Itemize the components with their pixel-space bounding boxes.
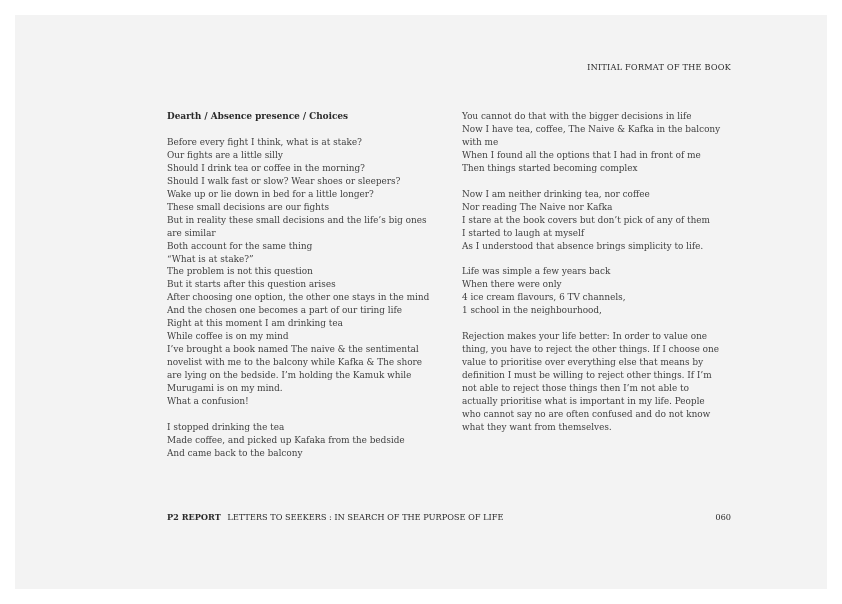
text-line: After choosing one option, the other one stays in the mind — [167, 293, 430, 304]
text-line: definition I must be willing to reject other things. If I’m — [462, 371, 712, 382]
text-line: I’ve brought a book named The naive & the sentimental — [167, 345, 419, 356]
text-line: When there were only — [462, 280, 562, 291]
text-line: I started to laugh at myself — [462, 228, 585, 239]
text-line: Now I have tea, coffee, The Naive & Kafka in the balcony — [462, 124, 721, 135]
running-header: INITIAL FORMAT OF THE BOOK — [587, 62, 731, 72]
left-column-body — [167, 137, 447, 461]
text-line: novelist with me to the balcony while Kafka & The shore — [167, 358, 423, 369]
text-line: Both account for the same thing — [167, 241, 313, 252]
text-line: I stare at the book covers but don’t pick of any of them — [462, 215, 710, 226]
text-line: As I understood that absence brings simplicity to life. — [462, 241, 704, 252]
stanza — [462, 331, 719, 435]
text-line: with me — [462, 137, 499, 148]
stanza-gap — [462, 176, 712, 189]
left-column — [167, 111, 447, 461]
text-line: The problem is not this question — [167, 267, 313, 278]
text-line: Before every fight I think, what is at stake? — [167, 137, 362, 148]
text-line: These small decisions are our fights — [167, 202, 330, 213]
text-line: Nor reading The Naive nor Kafka — [462, 202, 613, 213]
text-line: Should I walk fast or slow? Wear shoes or sleepers? — [167, 176, 401, 187]
text-line: Wake up or lie down in bed for a little longer? — [167, 189, 374, 200]
stanza — [462, 266, 712, 318]
text-line: What a confusion! — [167, 397, 249, 408]
text-line: Life was simple a few years back — [462, 267, 611, 278]
stanza-gap — [167, 409, 447, 422]
text-line: Murugami is on my mind. — [167, 384, 283, 395]
text-line: And came back to the balcony — [167, 448, 303, 459]
text-line: value to prioritise over everything else that means by — [462, 358, 704, 369]
stanza — [462, 111, 721, 176]
right-column — [462, 111, 721, 435]
text-line: “What is at stake?” — [167, 254, 254, 265]
text-line: But it starts after this question arises — [167, 280, 336, 291]
text-line: Should I drink tea or coffee in the morning? — [167, 163, 365, 174]
stanza — [462, 189, 712, 254]
text-line: are similar — [167, 228, 216, 239]
text-line: But in reality these small decisions and the life’s big ones — [167, 215, 427, 226]
text-line: are lying on the bedside. I’m holding the Kamuk while — [167, 371, 412, 382]
text-line: what they want from themselves. — [462, 422, 612, 433]
footer-label: P2 REPORT — [167, 512, 221, 522]
text-line: When I found all the options that I had in front of me — [462, 150, 701, 161]
text-line: thing, you have to reject the other things. If I choose one — [462, 345, 719, 356]
text-line: I stopped drinking the tea — [167, 422, 285, 433]
text-line: 4 ice cream flavours, 6 TV channels, — [462, 293, 626, 304]
stanza — [167, 137, 447, 409]
text-line: Our fights are a little silly — [167, 150, 283, 161]
text-line: Rejection makes your life better: In order to value one — [462, 332, 708, 343]
text-line: Then things started becoming complex — [462, 163, 638, 174]
text-line: You cannot do that with the bigger decisions in life — [462, 112, 692, 122]
text-line: who cannot say no are often confused and do not know — [462, 409, 711, 420]
footer — [167, 512, 503, 522]
page-number: 060 — [715, 512, 731, 522]
text-line: 1 school in the neighbourhood, — [462, 306, 602, 317]
right-column-body — [462, 111, 721, 435]
stanza — [167, 422, 447, 461]
text-line: actually prioritise what is important in my life. People — [462, 396, 705, 407]
stanza-gap — [462, 253, 712, 266]
text-line: Made coffee, and picked up Kafaka from the bedside — [167, 435, 405, 446]
footer-title: LETTERS TO SEEKERS : IN SEARCH OF THE PURPOSE OF LIFE — [227, 512, 504, 522]
text-line: Now I am neither drinking tea, nor coffee — [462, 189, 650, 200]
text-line: While coffee is on my mind — [167, 332, 289, 343]
section-heading: Dearth / Absence presence / Choices — [167, 112, 349, 122]
text-line: not able to reject those things then I’m not able to — [462, 383, 689, 394]
text-line: Right at this moment I am drinking tea — [167, 319, 343, 330]
stanza-gap — [462, 318, 712, 331]
text-line: And the chosen one becomes a part of our tiring life — [167, 306, 402, 317]
